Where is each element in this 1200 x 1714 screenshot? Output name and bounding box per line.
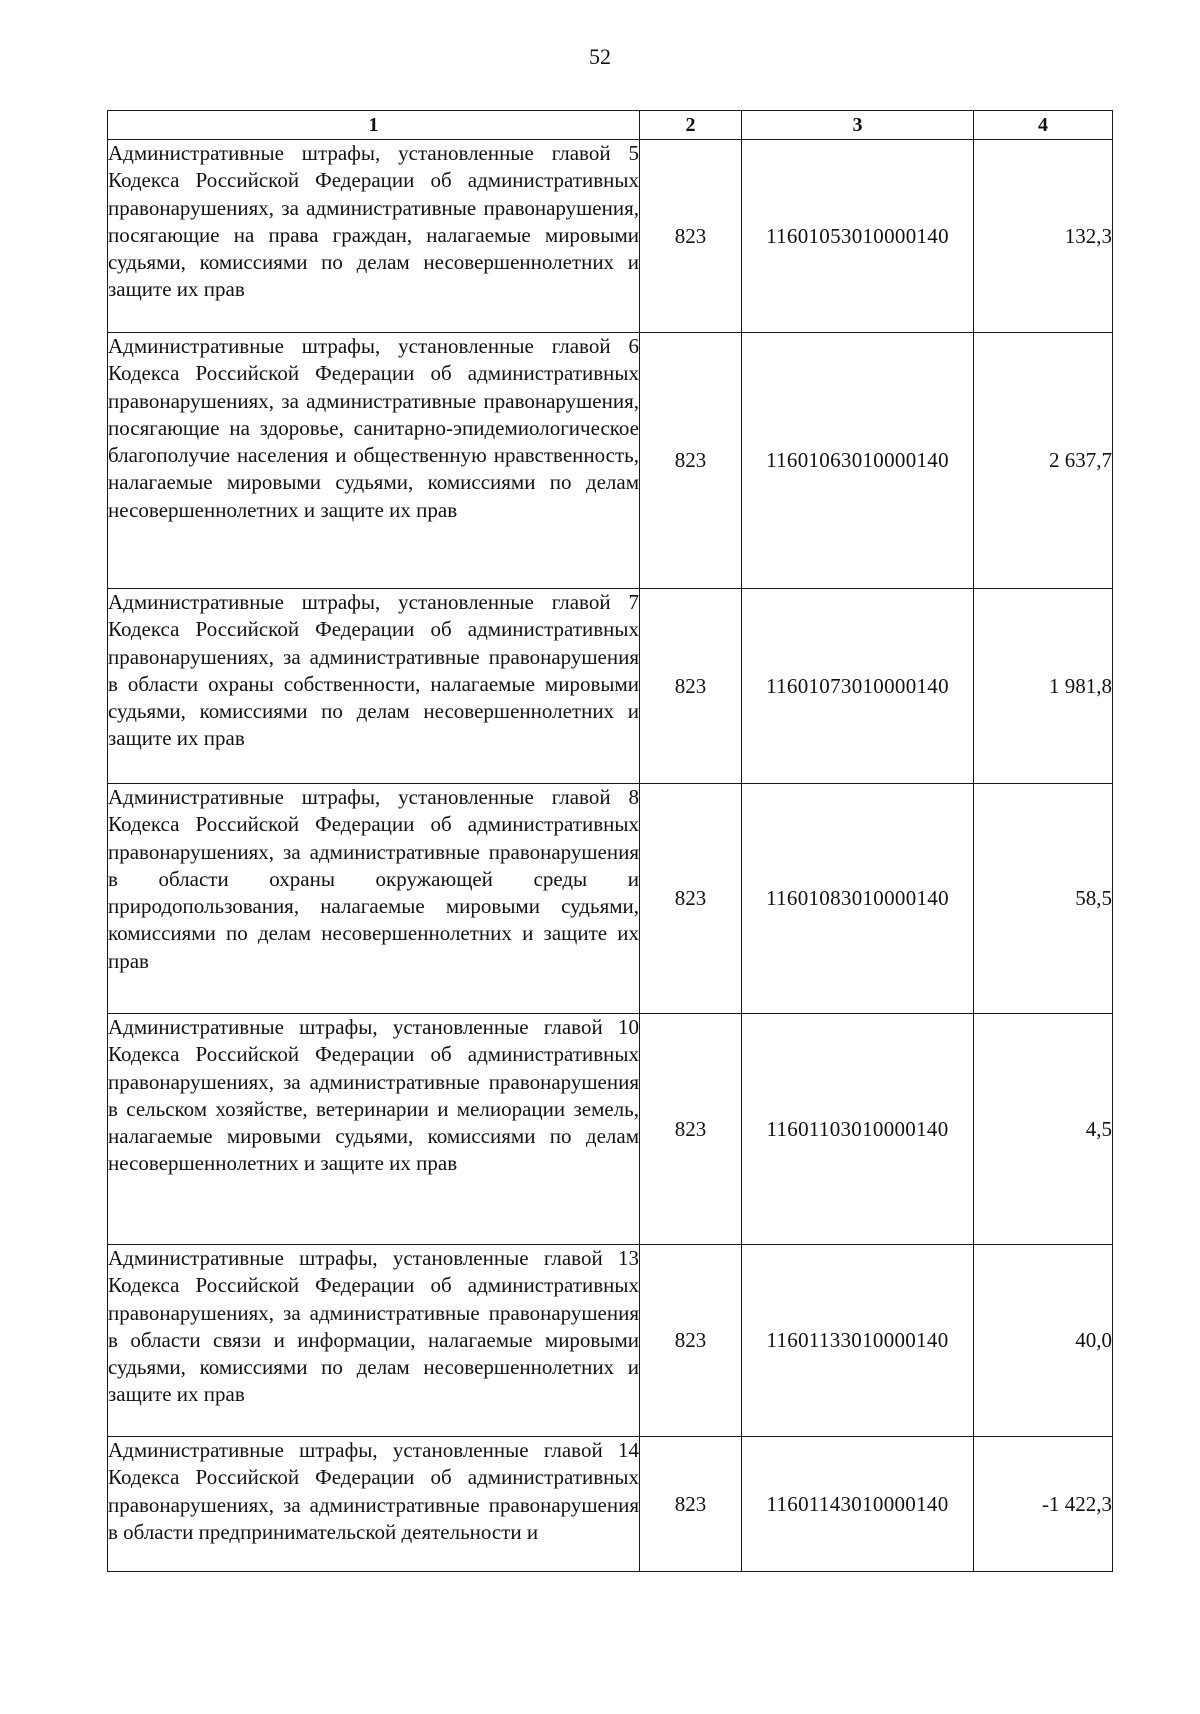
- revenue-name-cell: [108, 1437, 640, 1572]
- table-row: [108, 1437, 1113, 1572]
- amount-cell: -1 422,3: [974, 1437, 1113, 1572]
- administrator-code-cell: 823: [640, 1437, 742, 1572]
- revenue-name-text: Административные штрафы, установленные главой 13 Кодекса Российской Федерации об административных правонарушениях, за административные правонарушения в области связи и информации, налагаемые мировыми судьями, комиссиями по делам несовершеннолетних и защите их прав: [108, 1246, 639, 1407]
- budget-classification-code-cell: 11601103010000140: [742, 1014, 974, 1245]
- amount-cell: 2 637,7: [974, 333, 1113, 589]
- amount-cell: 132,3: [974, 140, 1113, 333]
- budget-classification-code-cell: 11601073010000140: [742, 589, 974, 784]
- table-row: [108, 1014, 1113, 1245]
- budget-revenue-table: [107, 110, 1113, 1572]
- administrator-code-cell: 823: [640, 1014, 742, 1245]
- amount-cell: 58,5: [974, 784, 1113, 1014]
- column-header-3: 3: [742, 111, 974, 140]
- revenue-name-text: Административные штрафы, установленные главой 6 Кодекса Российской Федерации об административных правонарушениях, за административные правонарушения, посягающие на здоровье, санитарно-эпидемиологическое благополучие населения и общественную нравственность, налагаемые мировыми судьями, комиссиями по делам несовершеннолетних и защите их прав: [108, 334, 639, 522]
- revenue-name-cell: [108, 589, 640, 784]
- revenue-name-text: Административные штрафы, установленные главой 10 Кодекса Российской Федерации об административных правонарушениях, за административные правонарушения в сельском хозяйстве, ветеринарии и мелиорации земель, налагаемые мировыми судьями, комиссиями по делам несовершеннолетних и защите их прав: [108, 1015, 639, 1176]
- revenue-name-text: Административные штрафы, установленные главой 7 Кодекса Российской Федерации об административных правонарушениях, за административные правонарушения в области охраны собственности, налагаемые мировыми судьями, комиссиями по делам несовершеннолетних и защите их прав: [108, 590, 639, 751]
- amount-cell: 1 981,8: [974, 589, 1113, 784]
- budget-classification-code-cell: 11601053010000140: [742, 140, 974, 333]
- revenue-name-text: Административные штрафы, установленные главой 14 Кодекса Российской Федерации об административных правонарушениях, за административные правонарушения в области предпринимательской деятельности и: [108, 1438, 639, 1544]
- revenue-name-cell: [108, 140, 640, 333]
- administrator-code-cell: 823: [640, 333, 742, 589]
- page-number: 52: [589, 44, 611, 69]
- administrator-code-cell: 823: [640, 784, 742, 1014]
- revenue-name-cell: [108, 333, 640, 589]
- revenue-name-cell: [108, 784, 640, 1014]
- amount-cell: 40,0: [974, 1245, 1113, 1437]
- revenue-name-text: Административные штрафы, установленные главой 8 Кодекса Российской Федерации об административных правонарушениях, за административные правонарушения в области охраны окружающей среды и природопользования, налагаемые мировыми судьями, комиссиями по делам несовершеннолетних и защите их прав: [108, 785, 639, 973]
- table-row: [108, 1245, 1113, 1437]
- column-header-2: 2: [640, 111, 742, 140]
- table-header-row: [108, 111, 1113, 140]
- administrator-code-cell: 823: [640, 589, 742, 784]
- budget-classification-code-cell: 11601083010000140: [742, 784, 974, 1014]
- column-header-4: 4: [974, 111, 1113, 140]
- administrator-code-cell: 823: [640, 1245, 742, 1437]
- revenue-name-cell: [108, 1245, 640, 1437]
- budget-classification-code-cell: 11601143010000140: [742, 1437, 974, 1572]
- column-header-1: 1: [108, 111, 640, 140]
- amount-cell: 4,5: [974, 1014, 1113, 1245]
- revenue-name-cell: [108, 1014, 640, 1245]
- administrator-code-cell: 823: [640, 140, 742, 333]
- budget-classification-code-cell: 11601133010000140: [742, 1245, 974, 1437]
- table-row: [108, 589, 1113, 784]
- revenue-name-text: Административные штрафы, установленные главой 5 Кодекса Российской Федерации об административных правонарушениях, за административные правонарушения, посягающие на права граждан, налагаемые мировыми судьями, комиссиями по делам несовершеннолетних и защите их прав: [108, 141, 639, 302]
- table-row: [108, 784, 1113, 1014]
- budget-classification-code-cell: 11601063010000140: [742, 333, 974, 589]
- table-row: [108, 333, 1113, 589]
- table-row: [108, 140, 1113, 333]
